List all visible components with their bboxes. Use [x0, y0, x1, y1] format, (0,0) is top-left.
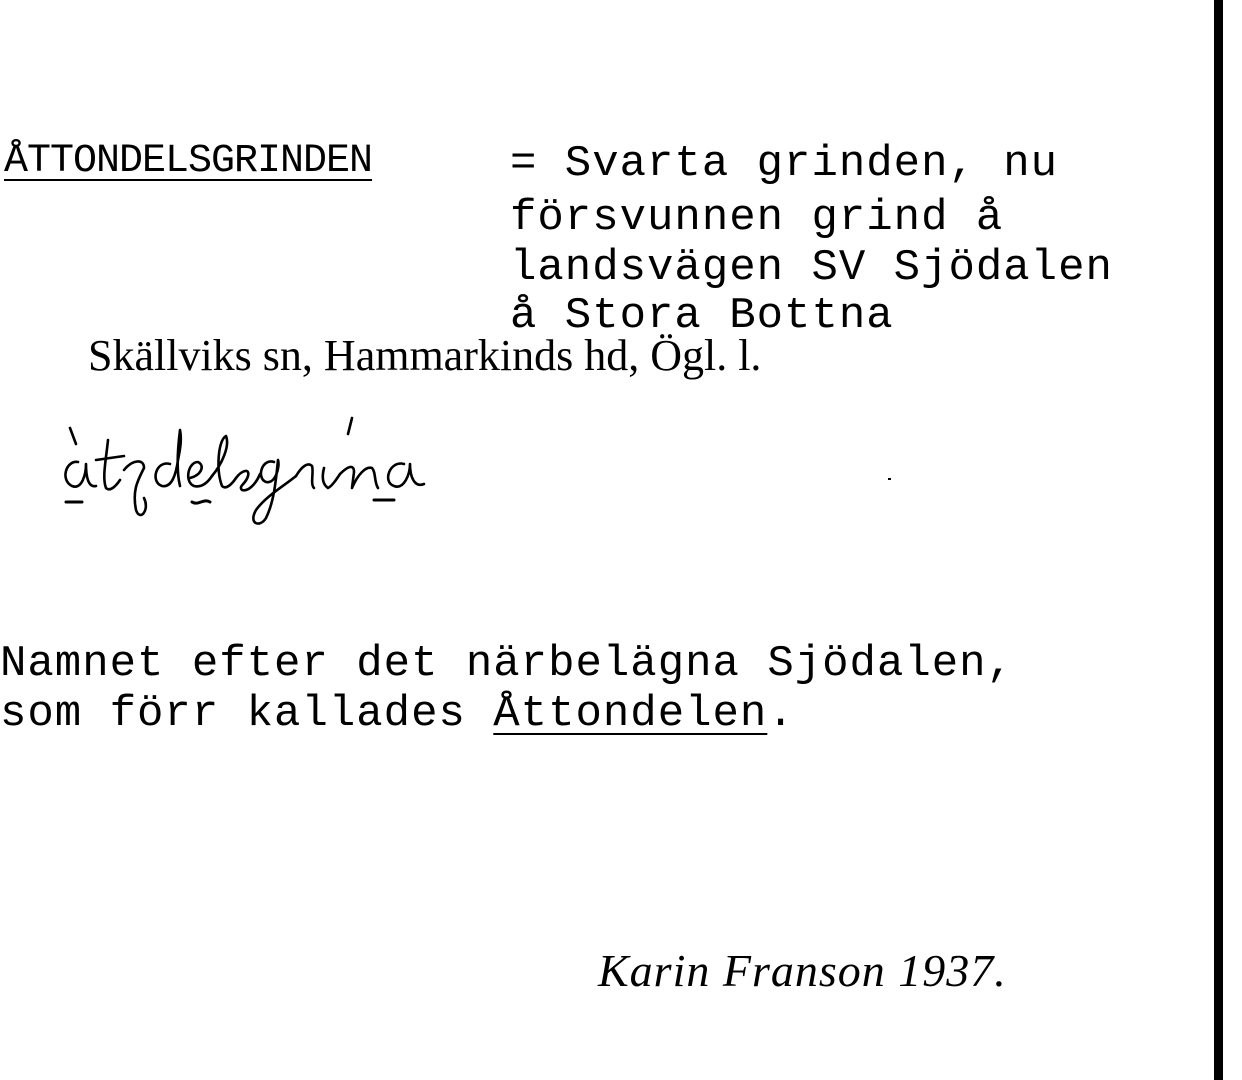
headword: ÅTTONDELSGRINDEN — [4, 139, 373, 184]
note-line-1: Namnet efter det närbelägna Sjödalen, — [0, 639, 1014, 689]
definition-line-3: landsvägen SV Sjödalen — [510, 243, 1113, 293]
definition-line-1: = Svarta grinden, nu — [510, 139, 1059, 189]
handwritten-pronunciation — [52, 410, 472, 540]
place-line: Skällviks sn, Hammarkinds hd, Ögl. l. — [88, 331, 762, 380]
ink-speck — [888, 478, 891, 480]
card-edge-rule — [1214, 0, 1223, 1080]
definition-line-4: å Stora Bottna — [510, 291, 894, 341]
note-line-2 — [0, 689, 795, 739]
signature: Karin Franson 1937. — [598, 945, 1007, 996]
definition-line-2: försvunnen grind å — [510, 193, 1004, 243]
note-line-2-prefix: som förr kallades — [0, 689, 494, 739]
note-line-2-suffix: . — [767, 689, 795, 739]
note-underlined-name: Åttondelen — [493, 689, 768, 739]
